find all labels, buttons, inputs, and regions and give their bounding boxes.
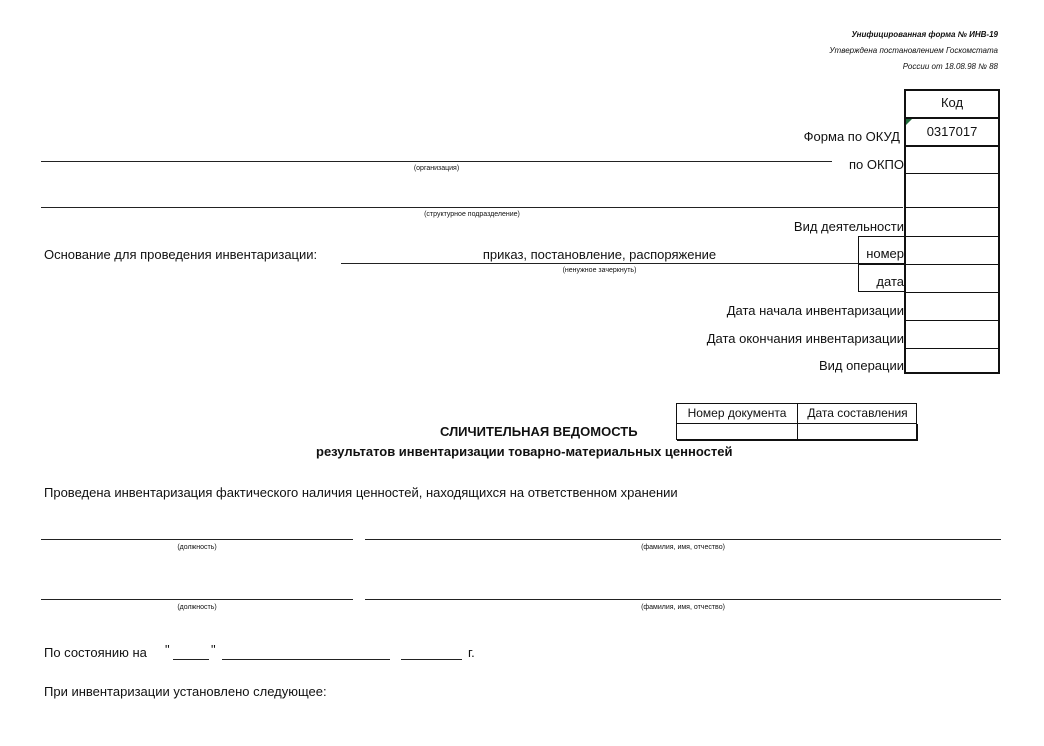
quote-open: " xyxy=(165,642,170,657)
start-date-label: Дата начала инвентаризации xyxy=(726,303,904,318)
doc-number-cell[interactable] xyxy=(677,424,798,441)
established-text: При инвентаризации установлено следующее: xyxy=(44,684,327,699)
document-subtitle: результатов инвентаризации товарно-материальных ценностей xyxy=(316,444,733,459)
year-field[interactable] xyxy=(401,659,462,660)
date-label: дата xyxy=(858,264,906,292)
end-date-label: Дата окончания инвентаризации xyxy=(706,331,904,346)
conducted-text: Проведена инвентаризация фактического наличия ценностей, находящихся на ответственном хранении xyxy=(44,485,678,500)
activity-label: Вид деятельности xyxy=(793,219,904,234)
doc-number-header: Номер документа xyxy=(677,404,798,423)
document-table xyxy=(676,403,917,440)
doc-date-header: Дата составления xyxy=(807,406,908,420)
basis-options: приказ, постановление, распоряжение xyxy=(482,247,717,262)
organization-caption: (организация) xyxy=(413,165,460,172)
okpo-label: по ОКПО xyxy=(848,157,904,172)
basis-label: Основание для проведения инвентаризации: xyxy=(44,247,318,262)
number-label: номер xyxy=(858,236,906,264)
doc-date-cell[interactable] xyxy=(798,424,918,441)
document-title: СЛИЧИТЕЛЬНАЯ ВЕДОМОСТЬ xyxy=(440,424,638,439)
fio-caption-1: (фамилия, имя, отчество) xyxy=(641,544,725,551)
position-caption-2: (должность) xyxy=(177,604,217,611)
day-field[interactable] xyxy=(173,659,209,660)
basis-field[interactable] xyxy=(341,263,858,264)
month-field[interactable] xyxy=(222,659,390,660)
form-name: Унифицированная форма № ИНВ-19 xyxy=(851,30,998,39)
operation-row-divider xyxy=(906,348,998,349)
approval-text: Утверждена постановлением Госкомстата xyxy=(829,46,998,55)
codes-table xyxy=(904,89,1000,374)
fio-field-1[interactable] xyxy=(365,539,1001,540)
as-of-label: По состоянию на xyxy=(44,645,147,660)
okud-label: Форма по ОКУД xyxy=(803,129,900,144)
operation-label: Вид операции xyxy=(818,358,904,373)
department-caption: (структурное подразделение) xyxy=(424,211,520,218)
comment-marker-icon xyxy=(906,119,912,125)
number-row-divider xyxy=(906,236,998,237)
quote-close: " xyxy=(211,642,216,657)
codes-header: Код xyxy=(940,95,964,110)
okpo-row-divider xyxy=(906,173,998,174)
position-field-1[interactable] xyxy=(41,539,353,540)
okud-code-field[interactable] xyxy=(904,117,1000,147)
department-field[interactable] xyxy=(41,207,903,208)
position-caption-1: (должность) xyxy=(177,544,217,551)
approval-date: России от 18.08.98 № 88 xyxy=(902,62,998,71)
activity-row-divider xyxy=(906,207,998,208)
fio-caption-2: (фамилия, имя, отчество) xyxy=(641,604,725,611)
position-field-2[interactable] xyxy=(41,599,353,600)
fio-field-2[interactable] xyxy=(365,599,1001,600)
strike-caption: (ненужное зачеркнуть) xyxy=(562,267,637,274)
okud-code-value: 0317017 xyxy=(926,124,978,139)
date-row-divider xyxy=(906,264,998,265)
end-row-divider xyxy=(906,320,998,321)
year-suffix: г. xyxy=(468,645,475,660)
organization-field[interactable] xyxy=(41,161,832,162)
start-row-divider xyxy=(906,292,998,293)
